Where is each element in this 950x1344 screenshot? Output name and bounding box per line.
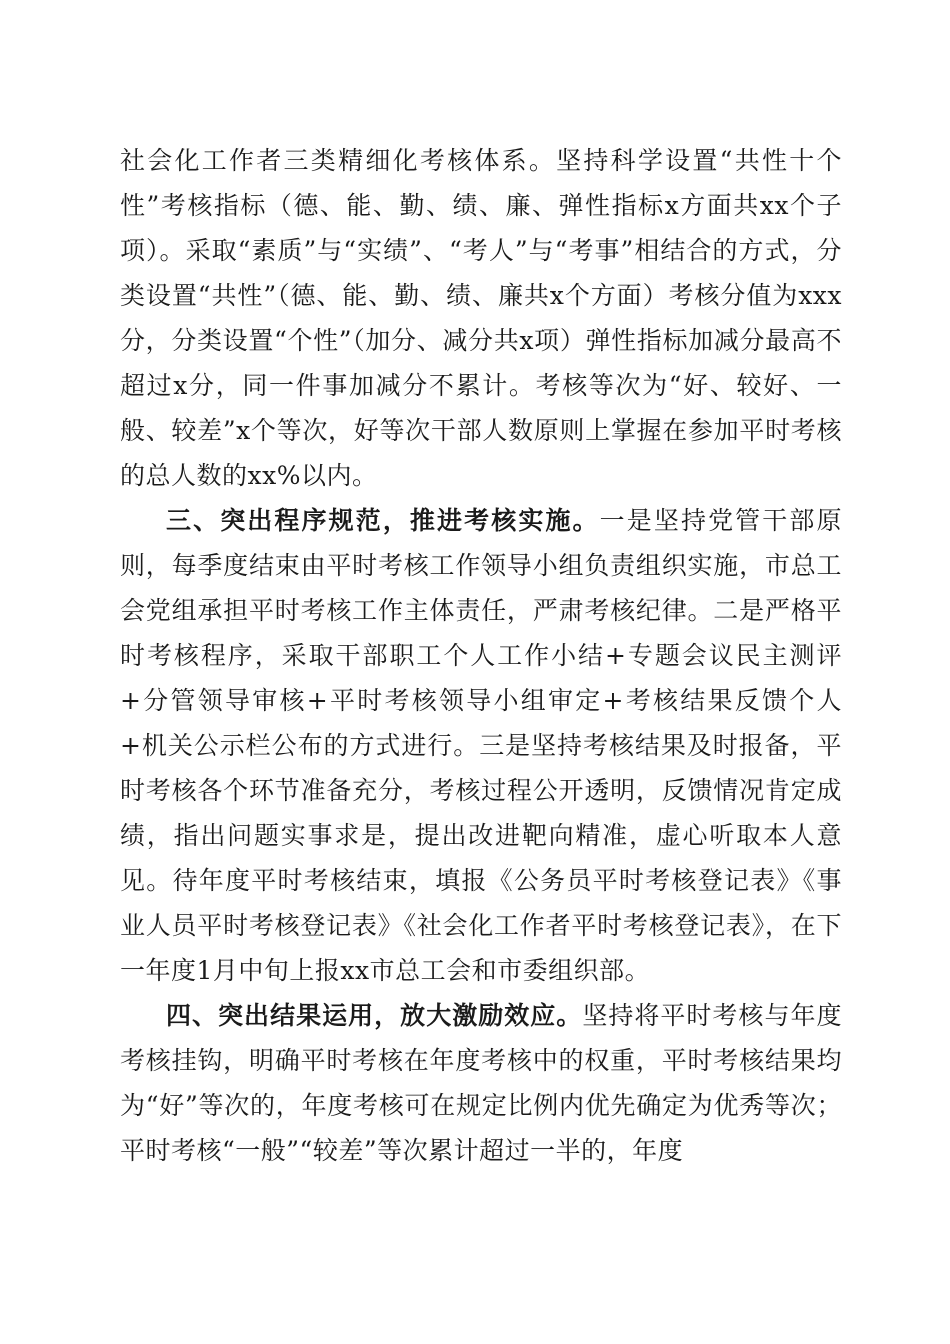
paragraph-text: 坚持将平时考核与年度考核挂钩，明确平时考核在年度考核中的权重，平时考核结果均为“好”等次的，年度考核可在规定比例内优先确定为优秀等次；平时考核“一般”“较差”等次累计超过一半的，年度 (120, 1001, 842, 1165)
paragraph-section-three (120, 498, 842, 993)
section-heading: 三、突出程序规范，推进考核实施。 (166, 506, 600, 535)
section-heading: 四、突出结果运用，放大激励效应。 (166, 1001, 583, 1030)
paragraph-text: 社会化工作者三类精细化考核体系。坚持科学设置“共性十个性”考核指标（德、能、勤、绩、廉、弹性指标x方面共xx个子项）。采取“素质”与“实绩”、“考人”与“考事”相结合的方式，分类设置“共性”（德、能、勤、绩、廉共x个方面）考核分值为xxx分，分类设置“个性”（加分、减分共x项）弹性指标加减分最高不超过x分，同一件事加减分不累计。考核等次为“好、较好、一般、较差”x个等次，好等次干部人数原则上掌握在参加平时考核的总人数的xx%以内。 (120, 146, 842, 490)
paragraph-text: 一是坚持党管干部原则，每季度结束由平时考核工作领导小组负责组织实施，市总工会党组承担平时考核工作主体责任，严肃考核纪律。二是严格平时考核程序，采取干部职工个人工作小结+专题会议民主测评+分管领导审核+平时考核领导小组审定+考核结果反馈个人+机关公示栏公布的方式进行。三是坚持考核结果及时报备，平时考核各个环节准备充分，考核过程公开透明，反馈情况肯定成绩，指出问题实事求是，提出改进靶向精准，虚心听取本人意见。待年度平时考核结束，填报《公务员平时考核登记表》《事业人员平时考核登记表》《社会化工作者平时考核登记表》，在下一年度1月中旬上报xx市总工会和市委组织部。 (120, 506, 842, 985)
paragraph-section-four (120, 993, 842, 1173)
paragraph-continuation (120, 138, 842, 498)
document-body (120, 138, 842, 1173)
